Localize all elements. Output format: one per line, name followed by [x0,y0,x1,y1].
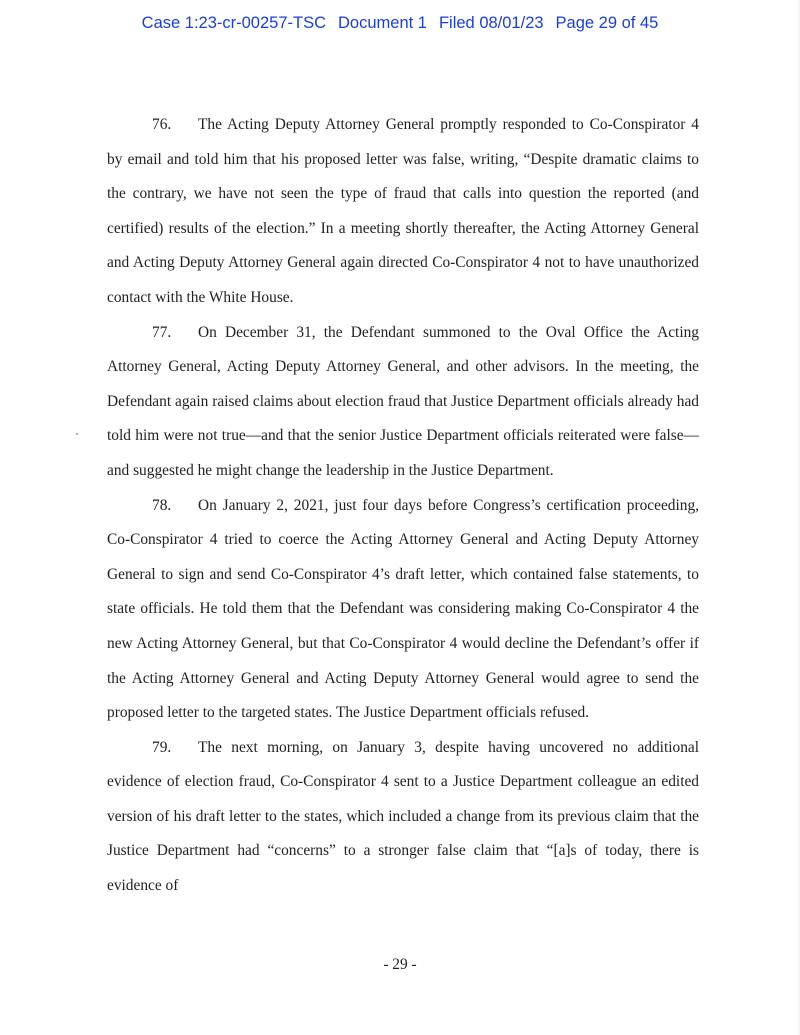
paragraph-text: On January 2, 2021, just four days before Congress’s certification proceeding, Co-Conspirator 4 tried to coerce the Acting Attorney General and Acting Deputy Attorney General to sign and send Co-Conspirator 4’s draft letter, which contained false statements, to state officials. He told them that the Defendant was considering making Co-Conspirator 4 the new Acting Attorney General, but that Co-Conspirator 4 would decline the Defendant’s offer if the Acting Attorney General and Acting Deputy Attorney General would agree to send the proposed letter to the targeted states. The Justice Department officials refused. [107,496,699,722]
paragraph-number: 78. [152,496,172,514]
case-header [0,13,800,33]
paragraph-78 [107,489,699,731]
paragraph-text: The Acting Deputy Attorney General promptly responded to Co-Conspirator 4 by email and told him that his proposed letter was false, writing, “Despite dramatic claims to the contrary, we have not seen the type of fraud that calls into question the reported (and certified) results of the election.” In a meeting shortly thereafter, the Acting Attorney General and Acting Deputy Attorney General again directed Co-Conspirator 4 not to have unauthorized contact with the White House. [107,116,699,306]
paragraph-number: 76. [152,116,172,133]
paragraph-79 [107,731,699,904]
paragraph-text: The next morning, on January 3, despite having uncovered no additional evidence of election fraud, Co-Conspirator 4 sent to a Justice Department colleague an edited version of his draft letter to the states, which included a change from its previous claim that the Justice Department had “concerns” to a stronger false claim that “[a]s of today, there is evidence of [107,738,699,895]
case-number: Case 1:23-cr-00257-TSC [141,14,326,32]
paragraph-77 [107,316,699,489]
paragraph-76 [107,108,699,316]
scan-speck [76,433,78,435]
filed-date: Filed 08/01/23 [438,14,544,32]
page-number: - 29 - [383,956,417,973]
page-count: Page 29 of 45 [555,14,659,32]
paragraph-text: On December 31, the Defendant summoned to the Oval Office the Acting Attorney General, Acting Deputy Attorney General, and other advisors. In the meeting, the Defendant again raised claims about election fraud that Justice Department officials already had told him were not true—and that the senior Justice Department officials reiterated were false—and suggested he might change the leadership in the Justice Department. [107,323,699,479]
paragraph-number: 77. [152,323,172,341]
paragraph-number: 79. [152,738,172,756]
document-body [107,108,699,904]
document-number: Document 1 [338,14,427,32]
